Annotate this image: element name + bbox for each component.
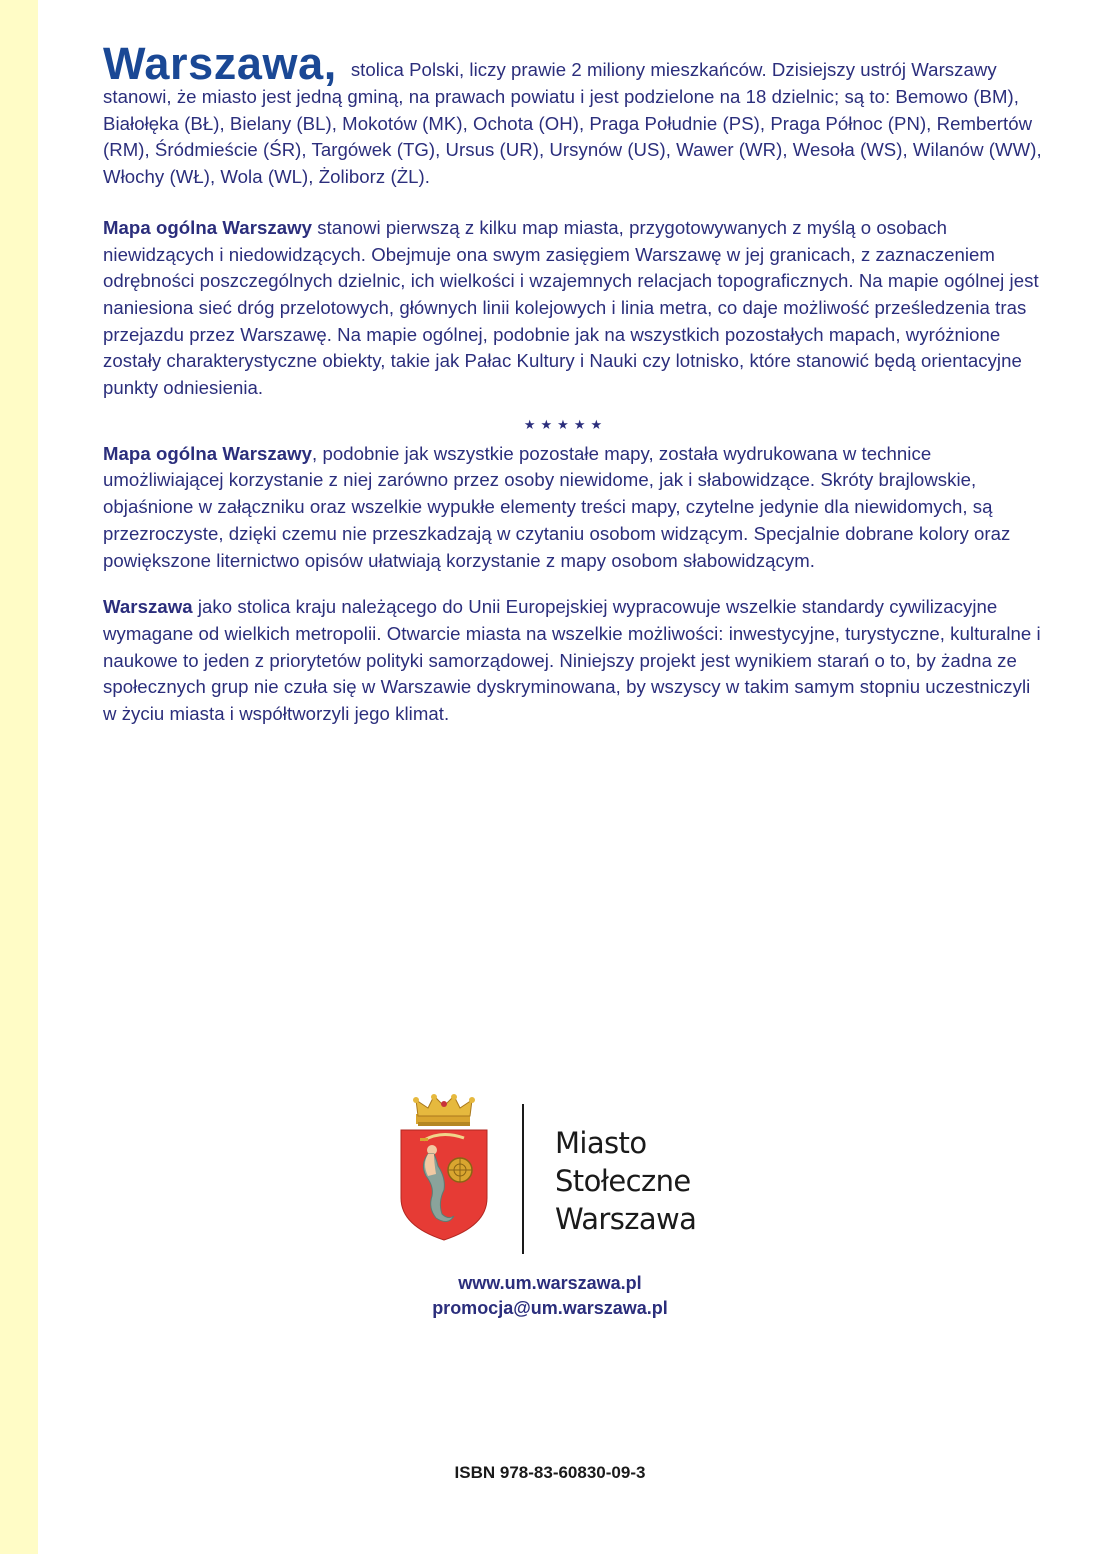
intro-paragraph (103, 38, 1048, 191)
print-technique-lead: Mapa ogólna Warszawy (103, 442, 313, 464)
isbn-number: ISBN 978-83-60830-09-3 (454, 1463, 646, 1482)
capital-text: jako stolica kraju należącego do Unii Europejskiej wypracowuje wszelkie standardy cywilizacyjne wymagane od wielkich metropolii. Otwarcie miasta na wszelkie możliwości: inwestycyjne, turystyczne, kulturalne i naukowe to jeden z priorytetów polityki samorządowej. Niniejszy projekt jest wynikiem starań o to, by żadna ze społecznych grup nie czuła się w Warszawie dyskryminowana, by wszyscy w takim samym stopniu uczestniczyli w życiu miasta i współtworzyli jego klimat. (103, 596, 1041, 725)
warsaw-coat-of-arms-icon (398, 1094, 490, 1244)
crown-icon (413, 1094, 475, 1126)
capital-paragraph (103, 594, 1048, 728)
intro-text: stolica Polski, liczy prawie 2 miliony mieszkańców. Dzisiejszy ustrój Warszawy stanowi, że miasto jest jedną gminą, na prawach powiatu i jest podzielone na 18 dzielnic; są to: Bemowo (BM), Białołęka (BŁ), Bielany (BL), Mokotów (MK), Ochota (OH), Praga Południe (PS), Praga Północ (PN), Rembertów (RM), Śródmieście (ŚR), Targówek (TG), Ursus (UR), Ursynów (US), Wawer (WR), Wesoła (WS), Wilanów (WW), Włochy (WŁ), Wola (WL), Żoliborz (ŻL). (103, 59, 1042, 188)
map-description-text: stanowi pierwszą z kilku map miasta, przygotowywanych z myślą o osobach niewidzących i niedowidzących. Obejmuje ona swym zasięgiem Warszawę w jej granicach, z zaznaczeniem odrębności poszczególnych dzielnic, ich wielkości i wzajemnych relacjach topograficznych. Na mapie ogólnej jest naniesiona sieć dróg przelotowych, głównych linii kolejowych i linia metra, co daje możliwość prześledzenia tras przejazdu przez Warszawę. Na mapie ogólnej, podobnie jak na wszystkich pozostałych mapach, wyróżnione zostały charakterystyczne obiekty, takie jak Pałac Kultury i Nauki czy lotnisko, które stanowić będą orientacyjne punkty odniesienia. (103, 216, 1039, 399)
logo-divider (522, 1104, 524, 1254)
city-logo (398, 1094, 718, 1264)
map-description-lead: Mapa ogólna Warszawy (103, 216, 313, 238)
city-name-line-3: Warszawa (555, 1202, 697, 1236)
main-text (103, 38, 1048, 728)
email-link[interactable]: promocja@um.warszawa.pl (432, 1298, 668, 1318)
city-name-line-1: Miasto (555, 1126, 647, 1160)
contact-info (0, 1271, 1100, 1321)
city-name-line-2: Stołeczne (555, 1164, 691, 1198)
map-description-paragraph (103, 215, 1048, 402)
page-title: Warszawa, (103, 38, 337, 89)
print-technique-paragraph (103, 441, 1048, 575)
website-link[interactable]: www.um.warszawa.pl (458, 1273, 642, 1293)
capital-lead: Warszawa (103, 596, 193, 618)
print-technique-text: , podobnie jak wszystkie pozostałe mapy, została wydrukowana w technice umożliwiającej korzystanie z niej zarówno przez osoby niewidome, jak i słabowidzące. Skróty brajlowskie, objaśnione w załączniku oraz wszelkie wypukłe elementy treści mapy, czytelne jedynie dla niewidomych, są przezroczyste, dzięki czemu nie przeszkadzają w czytaniu osobom widzącym. Specjalnie dobrane kolory oraz powiększone liternictwo opisów ułatwiają korzystanie z mapy osobom słabowidzącym. (103, 442, 1011, 571)
star-separator: ★★★★★ (523, 416, 608, 432)
city-name (555, 1124, 696, 1238)
